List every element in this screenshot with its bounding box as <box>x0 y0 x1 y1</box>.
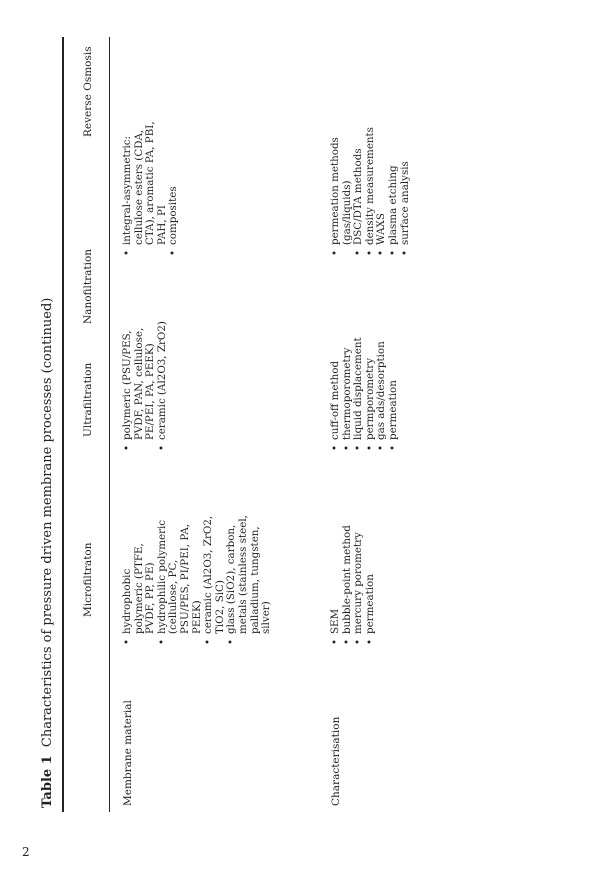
header-rule <box>109 37 110 812</box>
list-item: • DSC/DTA methods <box>353 77 365 257</box>
list-item: • ceramic (Al2O3, ZrO2) <box>157 312 169 452</box>
cell-characterisation-nanofiltration-reverse-osmosis <box>330 77 411 257</box>
list-item: • permeation methods (gas/liquids) <box>330 77 353 257</box>
row-label-characterisation: Characterisation <box>330 716 342 806</box>
cell-membrane-nanofiltration-reverse-osmosis <box>122 117 180 257</box>
list-item: • bubble-point method <box>342 514 354 646</box>
list-item: • ceramic (Al2O3, ZrO2, TiO2, SiC) <box>203 514 226 646</box>
row-label-membrane-material: Membrane material <box>122 700 134 806</box>
column-header-reverse-osmosis: Reverse Osmosis <box>82 46 94 137</box>
list-item: • permporometry <box>365 312 377 452</box>
column-header-microfiltration: Microfiltraton <box>82 542 94 617</box>
table-label: Table 1 <box>40 755 55 808</box>
list-item: • permeation <box>388 312 400 452</box>
column-header-ultrafiltration: Ultrafiltration <box>82 362 94 437</box>
list-item: • permeation <box>365 514 377 646</box>
list-item: • thermoporometry <box>342 312 354 452</box>
list-item: • cuff-off method <box>330 312 342 452</box>
list-item: • integral-asymmetric: cellulose esters (CDA, CTA), aromatic PA, PBI, PAH, PI <box>122 117 168 257</box>
cell-membrane-ultrafiltration <box>122 312 168 452</box>
list-item: • glass (SiO2), carbon, metals (stainless steel, palladium, tungsten, silver) <box>226 514 272 646</box>
rotated-table <box>40 37 570 812</box>
list-item: • hydrophobic polymeric (PTFE, PVDF, PP, PE) <box>122 514 157 646</box>
cell-membrane-microfiltration <box>122 514 273 646</box>
list-item: • gas ads/desorption <box>376 312 388 452</box>
top-rule <box>62 37 64 812</box>
list-item: • liquid displacement <box>353 312 365 452</box>
list-item: • surface analysis <box>400 77 412 257</box>
cell-characterisation-ultrafiltration <box>330 312 400 452</box>
table-caption <box>40 48 55 808</box>
list-item: • density measurements <box>365 77 377 257</box>
cell-characterisation-microfiltration <box>330 514 376 646</box>
table-caption-text: Characteristics of pressure driven membrane processes (continued) <box>40 297 55 748</box>
list-item: • mercury porometry <box>353 514 365 646</box>
list-item: • plasma etching <box>388 77 400 257</box>
list-item: • polymeric (PSU/PES, PVDF, PAN, cellulose, PE/PEI, PA, PEEK) <box>122 312 157 452</box>
list-item: • WAXS <box>376 77 388 257</box>
list-item: • SEM <box>330 514 342 646</box>
list-item: • hydrophilic polymeric (cellulose, PC, PSU/PES, PI/PEI, PA, PEEK) <box>157 514 203 646</box>
column-header-nanofiltration: Nanofiltration <box>82 248 94 324</box>
list-item: • composites <box>168 117 180 257</box>
page-number: 2 <box>22 845 30 859</box>
